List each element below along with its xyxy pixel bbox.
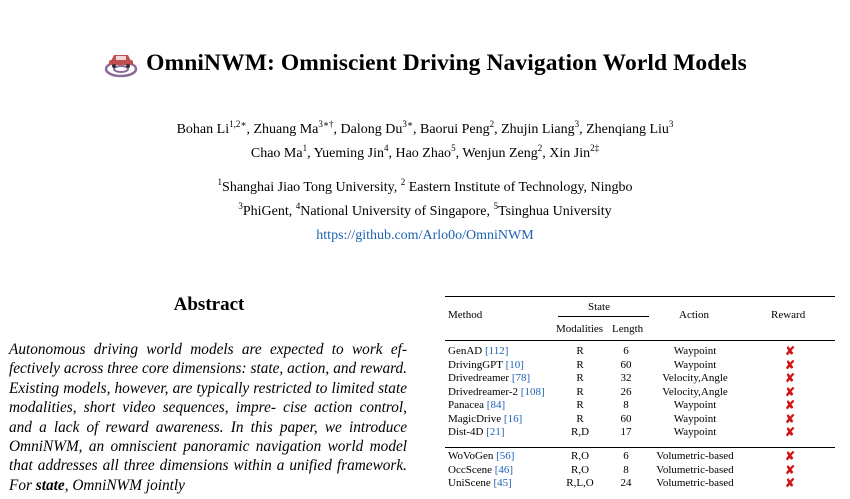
abstract-line: , OmniNWM jointly (64, 476, 185, 494)
cross-icon: ✘ (784, 425, 796, 439)
cross-icon: ✘ (784, 476, 796, 490)
cell-action: Waypoint (673, 399, 717, 411)
state-underline (558, 316, 649, 317)
cell-action: Waypoint (673, 412, 717, 425)
cell-method (448, 477, 512, 491)
author-affil-mark: 3 (574, 119, 580, 129)
cell-length: 8 (623, 399, 629, 411)
author-affil-mark: 1,2∗ (229, 119, 247, 129)
cell-length: 6 (623, 345, 629, 357)
affiliation-name: National University of Singapore, (300, 204, 494, 219)
author-affil-mark: 2 (537, 143, 543, 153)
author-name: Yueming Jin (313, 146, 384, 161)
method-citation: [21] (486, 426, 505, 438)
table-row (445, 386, 835, 400)
method-citation: [16] (503, 412, 523, 425)
affiliation-name: Tsinghua University (497, 204, 612, 219)
cell-modalities: R,O (570, 450, 590, 462)
header-method: Method (448, 309, 483, 321)
cell-modalities: R,D (570, 426, 590, 438)
cell-method (448, 413, 522, 427)
abstract-line: fectively across three core dimensions: state, action, and (9, 360, 361, 378)
cross-icon: ✘ (784, 449, 796, 463)
author-name: Zhenqiang Liu (586, 122, 669, 137)
cell-modalities: R (576, 358, 584, 371)
affiliation-mark: 1 (217, 177, 223, 187)
cell-length: 32 (620, 372, 632, 384)
table-row (445, 399, 835, 413)
cell-method (448, 450, 514, 464)
header-state: State (588, 301, 610, 313)
cross-icon: ✘ (784, 357, 796, 372)
method-name: UniScene (448, 477, 494, 489)
cell-action: Waypoint (673, 345, 717, 357)
author-name: Chao Ma (250, 146, 303, 161)
authors-line-1: Bohan $Li^{1,2∗}$, Zhuang $Ma^{3∗\dagger}$, Dalong $Du^{3∗}$, Baorui Peng$^2$, Zhujin Liang$^3$, Zhenqiang Liu$^3$ (176, 119, 674, 137)
cell-length: 26 (620, 385, 632, 398)
cross-icon: ✘ (784, 398, 796, 412)
method-name: WoVoGen (448, 450, 497, 462)
cell-method (448, 386, 545, 400)
table-row (445, 359, 835, 373)
author-name: Hao Zhao (395, 146, 452, 161)
cell-length: 17 (620, 426, 632, 438)
method-name: MagicDrive (448, 412, 504, 425)
abstract-line: cise action control, and a lack of reward awareness. In this (9, 399, 408, 436)
group-separator (445, 447, 835, 448)
abstract-line: to limited state modalities, short video sequences, impre- (9, 379, 407, 417)
table-row (445, 372, 835, 386)
cell-modalities: R (576, 372, 584, 384)
cell-action: Volumetric-based (656, 463, 734, 476)
author-affil-mark: 3∗† (318, 119, 334, 129)
affiliation-name: Eastern Institute of Technology, Ningbo (405, 180, 633, 195)
table-row (445, 450, 835, 464)
author-affil-mark: 2 (489, 119, 495, 129)
car-logo-icon (103, 48, 139, 78)
method-name: GenAD (448, 345, 485, 357)
cell-method (448, 345, 508, 359)
cell-length: 6 (623, 450, 629, 462)
cross-icon: ✘ (784, 462, 796, 477)
cell-action: Volumetric-based (656, 477, 734, 489)
cell-action: Velocity,Angle (662, 385, 728, 398)
abstract-line: Autonomous driving world models are expected to work ef- (9, 341, 407, 358)
author-name: Bohan Li (176, 122, 230, 137)
author-name: Wenjun Zeng (462, 146, 538, 161)
method-name: OccScene (448, 463, 495, 476)
header-modalities: Modalities (556, 323, 604, 335)
author-affil-mark: 3∗ (402, 119, 413, 129)
abstract-line: within a unified framework. For (9, 457, 407, 494)
method-name: DrivingGPT (448, 358, 506, 371)
method-name: Drivedreamer-2 (448, 385, 521, 398)
header-action: Action (679, 309, 709, 321)
cell-method (448, 399, 505, 413)
header-rule (445, 340, 835, 341)
cell-length: 24 (620, 477, 632, 489)
cell-method (448, 426, 505, 440)
cell-action: Velocity,Angle (662, 372, 728, 384)
table-row (445, 426, 835, 440)
author-name: Dalong Du (340, 122, 403, 137)
abstract-body (9, 340, 407, 495)
method-citation: [56] (496, 450, 515, 462)
affiliation-name: Shanghai Jiao Tong University, (222, 180, 401, 195)
affiliations-line-2 (0, 200, 850, 224)
cell-action: Volumetric-based (656, 450, 734, 462)
author-affil-mark: 5 (451, 143, 456, 153)
author-name: Zhujin Liang (501, 122, 575, 137)
author-affil-mark: 1 (302, 143, 308, 153)
affiliation-mark: 3 (238, 201, 243, 211)
cell-modalities: R,L,O (566, 477, 594, 489)
method-citation: [108] (520, 385, 545, 398)
table-row (445, 477, 835, 491)
cell-action: Waypoint (673, 426, 717, 438)
abstract-line: reward. Existing models, however, are typically restricted (9, 360, 407, 397)
cell-action: Waypoint (673, 358, 717, 371)
method-name: Dist-4D (448, 426, 487, 438)
cell-modalities: R (576, 412, 584, 425)
cell-modalities: R (576, 345, 584, 357)
table-row (445, 413, 835, 427)
cell-length: 60 (620, 358, 632, 371)
method-name: Drivedreamer (448, 372, 512, 384)
method-citation: [10] (505, 358, 524, 371)
affiliations-line-1 (0, 176, 850, 200)
header-length: Length (612, 323, 644, 335)
affiliation-mark: 4 (295, 201, 301, 211)
cross-icon: ✘ (784, 344, 796, 358)
cell-method (448, 372, 530, 386)
table-top-rule (445, 296, 835, 297)
method-citation: [46] (494, 463, 514, 476)
authors-line-2: Chao Ma$^1$, Yueming Jin$^4$, Hao Zhao$^5$, Wenjun Zeng$^2$, Xin Jin$^{2\ddagger}$ (250, 143, 600, 161)
table-row (445, 345, 835, 359)
cell-length: 8 (623, 463, 629, 476)
affiliation-mark: 5 (493, 201, 498, 211)
method-citation: [84] (486, 399, 506, 411)
author-affil-mark: 4 (383, 143, 389, 153)
cross-icon: ✘ (784, 371, 796, 385)
abstract-bold-term: state (35, 476, 65, 494)
cell-method (448, 359, 524, 373)
cross-icon: ✘ (784, 411, 796, 426)
paper-title: OmniNWM: Omniscient Driving Navigation World Models (146, 49, 747, 76)
cell-modalities: R (576, 385, 584, 398)
abstract-line: paper, we introduce OmniNWM, an omniscient panoramic (9, 418, 408, 456)
cell-length: 60 (620, 412, 632, 425)
affiliation-name: PhiGent, (242, 204, 296, 219)
author-name: Xin Jin (549, 146, 591, 161)
table-row (445, 464, 835, 478)
title-row (0, 48, 850, 78)
repo-link[interactable]: https://github.com/Arlo0o/OmniNWM (316, 228, 534, 243)
author-affil-mark: 2‡ (590, 143, 600, 153)
abstract-line: navigation world model that addresses all three dimensions (9, 438, 408, 475)
abstract-heading: Abstract (173, 294, 245, 315)
cell-modalities: R (576, 399, 584, 411)
affiliation-mark: 2 (400, 177, 406, 187)
cell-method (448, 464, 513, 478)
author-name: Zhuang Ma (253, 122, 319, 137)
method-citation: [112] (484, 345, 509, 357)
author-affil-mark: 3 (668, 119, 674, 129)
header-reward: Reward (771, 309, 806, 321)
author-name: Baorui Peng (419, 122, 490, 137)
method-name: Panacea (448, 399, 487, 411)
cross-icon: ✘ (784, 384, 796, 399)
method-citation: [45] (493, 477, 512, 489)
method-citation: [78] (511, 372, 531, 384)
cell-modalities: R,O (570, 463, 590, 476)
